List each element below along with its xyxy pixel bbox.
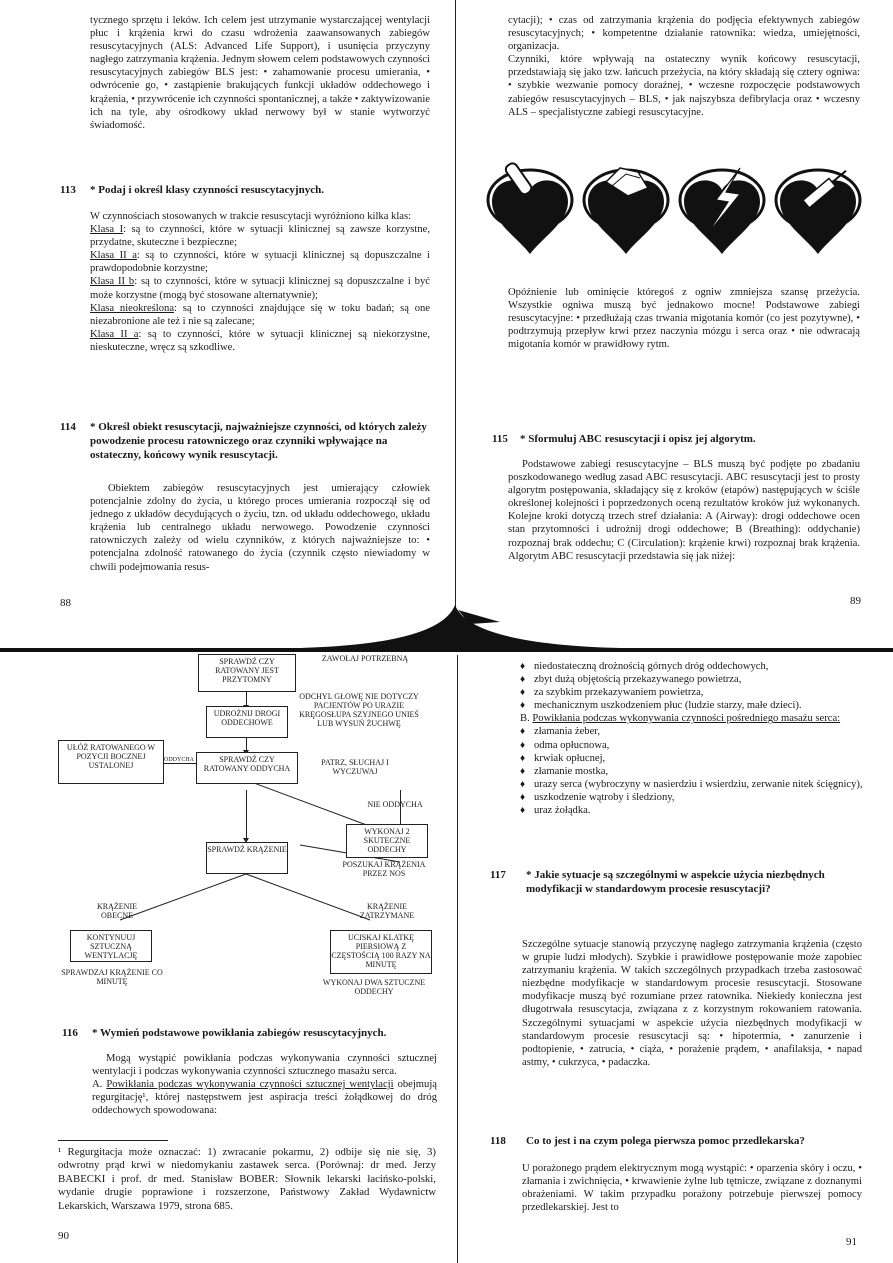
flow-label-breathing: ODDYCHA [164,757,194,763]
q115-heading [492,432,860,446]
list-b-item-2: ♦ odma opłucnowa, [520,739,865,752]
q115-number: 115 [492,433,508,445]
flow-box-check-conscious: SPRAWDŹ CZY RATOWANY JEST PRZYTOMNY [198,654,296,692]
flow-note-look-listen-feel: PATRZ, SŁUCHAJ I WYCZUWAJ [321,758,389,776]
flow-note-two-breaths: WYKONAJ DWA SZTUCZNE ODDECHY [322,978,426,996]
chain-link-1 [488,161,572,254]
class-2b [90,275,430,301]
flow-top-cut-label: ZAWOŁAJ POTRZEBNĄ [321,654,409,663]
class-3-key: Klasa II a [90,328,139,340]
list-b-prefix: B. [520,713,533,725]
q113-number: 113 [60,184,76,196]
q116-heading [62,1026,437,1040]
q117-text: Szczególne sytuacje stanowią przyczynę nagłego zatrzymania krążenia (często w grupie ludzi młodych). Szybkie i prawidłowe postępowanie może zapobiec zatrzymaniu krążenia. W takich szczególnych przypadkach trzeba zastosować niezbędne modyfikacje w standardowym procesie resuscytacji. Stosowane modyfikacje muszą być rozumiane przez ratownika. Niekiedy konieczna jest długotrwała resuscytacja, związana z z korzystnym rokowaniem ratowania. Szczególnymi sytuacjami w aspekcie użycia niezbędnych modyfikacji w standardowym procesie resuscytacji są: • hipotermia, • zanurzenie i podtopienie, • zatrucia, • ciąża, • porażenie prądem, • anafilaksja, • napad astmy, • cukrzyca, • padaczka. [522,939,862,1068]
q115-body [508,458,860,563]
class-1-text: : są to czynności, które w sytuacji klinicznej są zawsze korzystne, przydatne, skuteczne i bezpieczne; [90,224,430,249]
list-a-item-4: ♦ mechanicznym uszkodzeniem płuc (ludzie starzy, małe dzieci). [520,699,865,712]
page-number-88: 88 [60,597,71,609]
q113-lead: W czynnościach stosowanych w trakcie resuscytacji wyróżniono kilka klas: [90,211,412,222]
q114-title: * Określ obiekt resuscytacji, najważniejsze czynności, od których zależy powodzenie procesu ratowniczego oraz czynniki wpływające na ostateczny, końcowy wynik resuscytacji. [90,421,427,461]
footnote-text: ¹ Regurgitacja może oznaczać: 1) zwracanie pokarmu, 2) odbije się nie się, 3) odwrotny prąd krwi w niedomykaniu zastawek serca. (Porównaj: dr med. Jerzy BABECKI i prof. dr med. Stanisław BOBER: Słownik lekarski łacińsko-polski, wydanie drugie poprawione i rozszerzone, Państwowy Zakład Wydawnictw Lekarskich, Warszawa 1979, strona 685. [58,1146,436,1212]
q118-body [522,1162,862,1214]
q115-text: Podstawowe zabiegi resuscytacyjne – BLS muszą być podjęte po zbadaniu poszkodowanego według zasad ABC resuscytacji. ABC resuscytacji jest to prosty algorytm postępowania, składający się z kroków (etapów) następujących w ściśle określonej kolejności i poprzedzonych oceną rezultatów kroków już wykonanych. Kolejne kroki dotyczą trzech stref działania: A (Airway): drogi oddechowe ocen stan przytomności i udrożnij drogi oddechowe; B (Breathing): oddychanie) rozpoznaj brak oddechu; C (Circulation): krążenie krwi) rozpoznaj brak krążenia. Algorytm ABC resuscytacji przedstawia się jak niżej: [508,459,860,562]
q117-number: 117 [490,869,506,881]
flow-box-two-breaths: WYKONAJ 2 SKUTECZNE ODDECHY [346,824,428,858]
q116-title: * Wymień podstawowe powikłania zabiegów resuscytacyjnych. [92,1027,387,1039]
flow-box-check-circulation: SPRAWDŹ KRĄŻENIE [206,842,288,874]
list-b-item-6: ♦ uszkodzenie wątroby i śledziony, [520,791,865,804]
q116-a-prefix: A. [92,1079,107,1091]
flow-box-open-airway: UDROŻNIJ DROGI ODDECHOWE [206,706,288,738]
p89-intro [508,14,860,119]
q116-a-rest: obejmują regurgitację¹, której następstwem jest aspiracja treści żołądkowej do dróg oddechowych spowodowana: [92,1079,437,1117]
q116-number: 116 [62,1027,78,1039]
class-2a-text: : są to czynności, które w sytuacji klinicznej są dopuszczalne i prawdopodobnie korzystne; [90,250,430,275]
class-2b-key: Klasa II b [90,276,135,288]
flow-note-check-every-minute: SPRAWDZAJ KRĄŻENIE CO MINUTĘ [61,968,163,986]
class-undefined [90,302,430,328]
page-number-89: 89 [850,595,861,607]
flow-box-continue-ventilation: KONTYNUUJ SZTUCZNĄ WENTYLACJĘ [70,930,152,962]
p88-intro-text: tycznego sprzętu i leków. Ich celem jest utrzymanie wystarczającej wentylacji płuc i krążenia krwi do czasu wdrożenia zaawansowanych zabiegów resuscytacyjnych (ALS: Advanced Life Support), i usunięcia przyczyny nagłego zatrzymania krążenia. Jednym słowem celem podstawowych czynności resuscytacyjnych zabiegów BLS jest: • zahamowanie procesu umierania, • odwrócenie go, • zastąpienie brakujących funkcji układów oddechowego i krążenia, • przywrócenie ich czynności spontanicznej, a także • zaktywizowanie ich na tyle, aby ośrodkowy układ nerwowy był w stanie wytworzyć świadomość. [90,15,430,131]
class-2a-key: Klasa II a [90,250,137,262]
class-2a [90,249,430,275]
q118-heading [490,1134,862,1148]
p88-intro [90,14,430,132]
flow-box-recovery-position: UŁÓŻ RATOWANEGO W POZYCJI BOCZNEJ USTALONEJ [58,740,164,784]
q118-title: Co to jest i na czym polega pierwsza pomoc przedlekarska? [526,1135,805,1147]
list-b-item-4: ♦ złamanie mostka, [520,765,865,778]
q118-text: U porażonego prądem elektrycznym mogą wystąpić: • oparzenia skóry i oczu, • złamania i zwichnięcia, • krwawienie żylne lub tętnicze, związane z doznanymi obrażeniami. W takim przypadku porażony potrzebuje pierwszej pomocy przedlekarskiej. Jest to [522,1163,862,1214]
list-a-item-3: ♦ za szybkim przekazywaniem powietrza, [520,686,865,699]
q114-heading [60,420,430,462]
q117-body [522,938,862,1069]
list-b-item-1: ♦ złamania żeber, [520,725,865,738]
chain-link-3 [680,168,764,254]
chain-of-survival-figure [478,160,868,270]
q113-title: * Podaj i określ klasy czynności resuscytacyjnych. [90,184,324,196]
list-b-heading [520,712,865,725]
abc-flowchart [0,650,455,1020]
list-b-item-3: ♦ krwiak opłucnej, [520,752,865,765]
q117-title: * Jakie sytuacje są szczególnymi w aspekcie użycia niezbędnych modyfikacji w standardowym procesie resuscytacji? [526,869,825,895]
flow-label-not-breathing: NIE ODDYCHA [367,800,423,809]
flow-box-chest-compressions: UCISKAJ KLATKĘ PIERSIOWĄ Z CZĘSTOŚCIĄ 100 RAZY NA MINUTĘ [330,930,432,974]
flow-note-look-circulation: POSZUKAJ KRĄŻENIA PRZEZ NOS [342,860,426,878]
flow-label-circulation-present: KRĄŻENIE OBECNE [97,902,137,920]
p89-intro-text: cytacji); • czas od zatrzymania krążenia do podjęcia efektywnych zabiegów resuscytacyjnych; • kompetentne działanie ratownika: wiedza, umiejętności, organizacja. [508,15,860,53]
list-a-item-1: ♦ niedostateczną drożnością górnych dróg oddechowych, [520,660,865,673]
p89-after-chain-text: Opóźnienie lub ominięcie któregoś z ogniw zmniejsza szansę przeżycia. Wszystkie ogniwa muszą być jednakowo mocne! Podstawowe zabiegi resuscytacyjne: • przedłużają czas trwania migotania komór (co jest pozytywne), • podtrzymują przepływ krwi przez naczynia mózgu i serca oraz • nie odwracają migotania komór w prawidłowy rytm. [508,287,860,351]
q114-text: Obiektem zabiegów resuscytacyjnych jest umierający człowiek potencjalnie zdolny do życia, u którego proces umierania rozpoczął się od jednego z układów decydujących o życiu, tzn. od układu oddechowego, układu krążenia lub centralnego układu nerwowego. Powodzenie czynności ratowniczych zależy od wielu czynników, z których najważniejsze to: • potencjalna zdolność ratowanego do życia (czynnik często niewiadomy w chwili podejmowania resus- [90,483,430,573]
center-gutter-top [455,0,456,620]
q114-body [90,482,430,574]
page-number-90: 90 [58,1230,69,1242]
q115-title: * Sformułuj ABC resuscytacji i opisz jej algorytm. [520,433,756,445]
footnote [58,1146,436,1213]
class-2b-text: : są to czynności, które w sytuacji klinicznej są dopuszczalne i być może korzystne (mogą być stosowane alternatywnie); [90,276,430,301]
flow-box-check-breathing: SPRAWDŹ CZY RATOWANY ODDYCHA [196,752,298,784]
p89-chain-text: Czynniki, które wpływają na ostateczny wynik końcowy resuscytacji, przedstawiają się jako tzw. łańcuch przeżycia, na który składają się cztery ogniwa: • szybkie wezwanie pomocy doraźnej, • wczesne rozpoczęcie podstawowych zabiegów resuscytacyjnych – BLS, • jak najszybsza defibrylacja oraz • wczesny ALS – specjalistyczne zabiegi resuscytacyjne. [508,54,860,118]
class-3-text: : są to czynności, które w sytuacji klinicznej są niekorzystne, nieskuteczne, wręcz są szkodliwe. [90,328,430,353]
list-b-title: Powikłania podczas wykonywania czynności pośredniego masażu serca: [532,713,841,725]
chain-link-2 [584,168,668,254]
q116-text: Mogą wystąpić powikłania podczas wykonywania czynności sztucznej wentylacji i podczas wykonywania czynności sztucznego masażu serca. [92,1053,437,1078]
p89-after-chain [508,286,860,351]
q116-a [92,1078,437,1117]
class-undefined-key: Klasa nieokreślona [90,302,175,314]
chain-link-4 [776,167,860,254]
list-b-item-5: ♦ urazy serca (wybroczyny w nasierdziu i wsierdziu, zerwanie nitek ścięgnicy), [520,778,865,791]
list-b-item-7: ♦ uraz żołądka. [520,804,865,817]
class-1-key: Klasa I [90,224,124,236]
q113-heading [60,183,430,197]
list-a-item-2: ♦ zbyt dużą objętością przekazywanego powietrza, [520,673,865,686]
q117-heading [490,868,862,896]
class-3 [90,328,430,354]
center-gutter-bottom [457,655,458,1263]
q116-body [92,1052,437,1117]
p91-list-a [520,660,865,817]
class-undefined-text: : są to czynności znajdujące się w toku badań; są one niezabronione ale też i nie są zalecane; [90,302,431,327]
footnote-rule [58,1140,168,1141]
flow-note-head-tilt: ODCHYL GŁOWĘ NIE DOTYCZY PACJENTÓW PO URAZIE KRĘGOSŁUPA SZYJNEGO UNIEŚ LUB WYSUŃ ŻUCHWĘ [299,692,419,728]
page-number-91: 91 [846,1236,857,1248]
q113-body [90,210,430,354]
q114-number: 114 [60,421,76,433]
q116-a-heading: Powikłania podczas wykonywania czynności sztucznej wentylacji [106,1079,394,1091]
class-1 [90,223,430,249]
flow-label-circulation-stopped: KRĄŻENIE ZATRZYMANE [359,902,415,920]
q118-number: 118 [490,1135,506,1147]
